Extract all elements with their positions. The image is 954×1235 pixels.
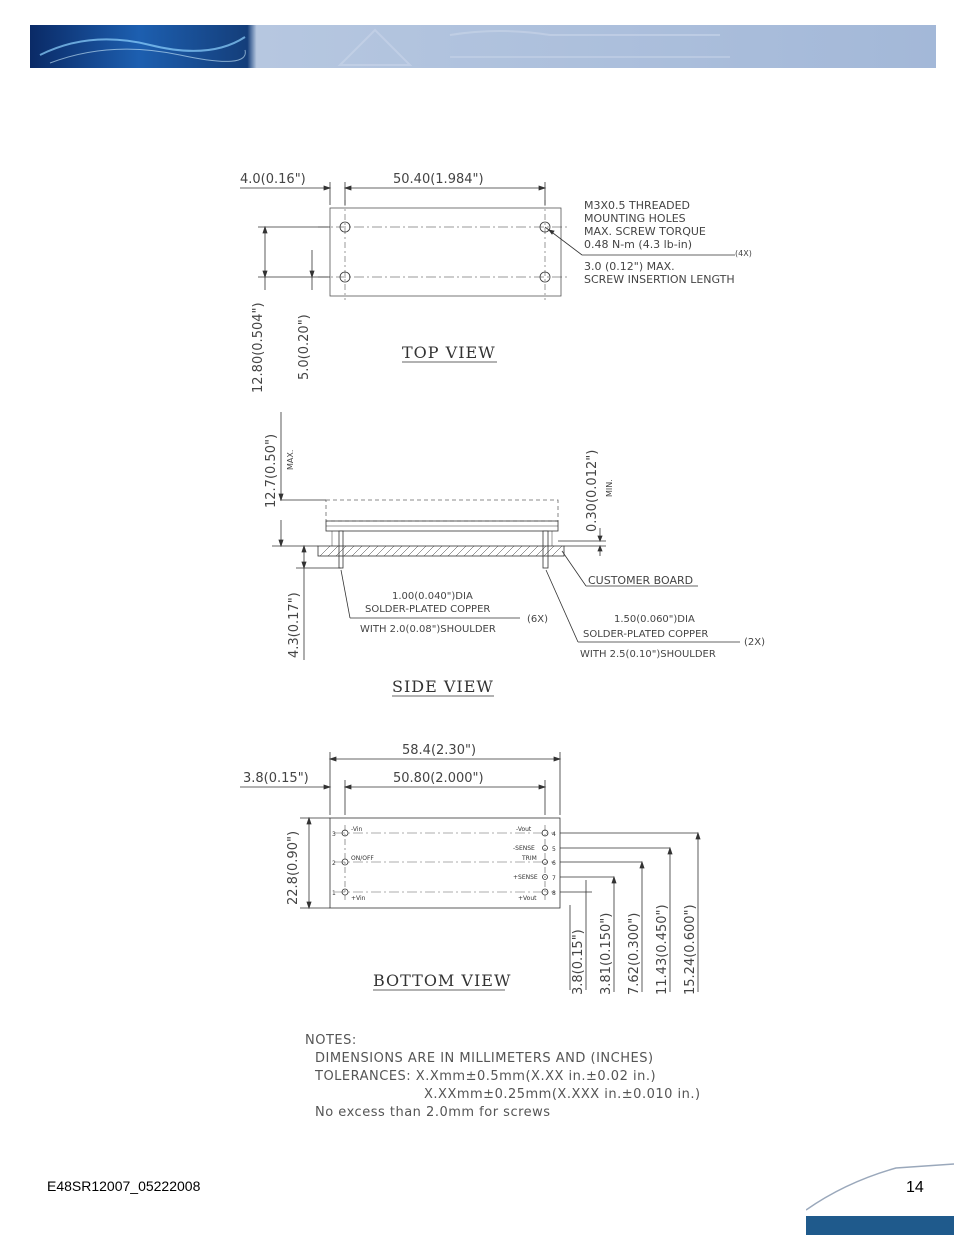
pin-3-num: 3 xyxy=(332,831,336,838)
notes-line-4: No excess than 2.0mm for screws xyxy=(315,1105,551,1120)
pin-2-label: ON/OFF xyxy=(351,855,374,862)
small-pin-qty: (6X) xyxy=(527,614,549,625)
top-view-title: TOP VIEW xyxy=(402,343,496,362)
pin-dim-2: 3.81(0.150") xyxy=(599,912,614,995)
large-pin-note-1: 1.50(0.060")DIA xyxy=(614,614,695,625)
hole-qty: (4X) xyxy=(735,249,752,258)
pin-3-label: -Vin xyxy=(351,826,363,833)
customer-board-label: CUSTOMER BOARD xyxy=(588,574,694,587)
side-pin-length-dim: 4.3(0.17") xyxy=(287,592,302,658)
large-pin-qty: (2X) xyxy=(744,637,766,648)
hole-note-1: M3X0.5 THREADED xyxy=(584,199,691,212)
screw-note-1: 3.0 (0.12") MAX. xyxy=(584,260,675,273)
document-id: E48SR12007_05222008 xyxy=(47,1178,201,1194)
top-hole-offset-dim: 5.0(0.20") xyxy=(297,314,312,380)
bottom-height-dim: 22.8(0.90") xyxy=(286,830,301,905)
side-min-label: MIN. xyxy=(605,479,614,497)
small-pin-note-3: WITH 2.0(0.08")SHOULDER xyxy=(360,624,496,635)
bottom-length-dim: 58.4(2.30") xyxy=(402,743,477,758)
pin-4-label: -Vout xyxy=(516,826,532,833)
hole-note-3: MAX. SCREW TORQUE xyxy=(584,225,706,238)
screw-note-2: SCREW INSERTION LENGTH xyxy=(584,273,735,286)
pin-8-label: +Vout xyxy=(518,895,537,902)
pin-8-num: 8 xyxy=(552,890,556,897)
bottom-pin-spacing-dim: 50.80(2.000") xyxy=(393,771,484,786)
pin-5-label: -SENSE xyxy=(513,845,535,852)
pin-1-label: +Vin xyxy=(351,895,366,902)
notes-heading: NOTES: xyxy=(305,1033,357,1048)
side-max-label: MAX. xyxy=(286,449,295,470)
large-pin-note-2: SOLDER-PLATED COPPER xyxy=(583,629,709,640)
pin-dim-4: 11.43(0.450") xyxy=(655,904,670,995)
pin-1-num: 1 xyxy=(332,890,336,897)
top-offset-dim: 4.0(0.16") xyxy=(240,172,306,187)
large-pin-note-3: WITH 2.5(0.10")SHOULDER xyxy=(580,649,716,660)
footer-decoration xyxy=(806,1160,954,1235)
pin-dim-3: 7.62(0.300") xyxy=(627,912,642,995)
pin-dim-1: 3.8(0.15") xyxy=(571,929,586,995)
top-hole-spacing-dim: 50.40(1.984") xyxy=(393,172,484,187)
small-pin-note-2: SOLDER-PLATED COPPER xyxy=(365,604,491,615)
side-standoff-dim: 0.30(0.012") xyxy=(585,449,600,532)
notes-line-1: DIMENSIONS ARE IN MILLIMETERS AND (INCHES) xyxy=(315,1051,654,1066)
small-pin-note-1: 1.00(0.040")DIA xyxy=(392,591,473,602)
side-max-height-dim: 12.7(0.50") xyxy=(264,433,279,508)
pin-2-num: 2 xyxy=(332,860,336,867)
pin-7-label: +SENSE xyxy=(513,874,538,881)
hole-note-2: MOUNTING HOLES xyxy=(584,212,686,225)
notes-line-3: X.XXmm±0.25mm(X.XXX in.±0.010 in.) xyxy=(424,1087,701,1102)
page-number: 14 xyxy=(906,1179,924,1196)
bottom-view-title: BOTTOM VIEW xyxy=(373,971,512,990)
pin-dim-5: 15.24(0.600") xyxy=(683,904,698,995)
pin-6-label: TRIM xyxy=(522,855,537,862)
pin-7-num: 7 xyxy=(552,875,556,882)
side-view-title: SIDE VIEW xyxy=(392,677,494,696)
hole-note-4: 0.48 N-m (4.3 lb-in) xyxy=(584,238,693,251)
pin-6-num: 6 xyxy=(552,860,556,867)
pin-4-num: 4 xyxy=(552,831,556,838)
pin-5-num: 5 xyxy=(552,846,556,853)
bottom-offset-dim: 3.8(0.15") xyxy=(243,771,309,786)
notes-line-2: TOLERANCES: X.Xmm±0.5mm(X.XX in.±0.02 in.) xyxy=(315,1069,657,1084)
top-height-dim: 12.80(0.504") xyxy=(251,302,266,393)
